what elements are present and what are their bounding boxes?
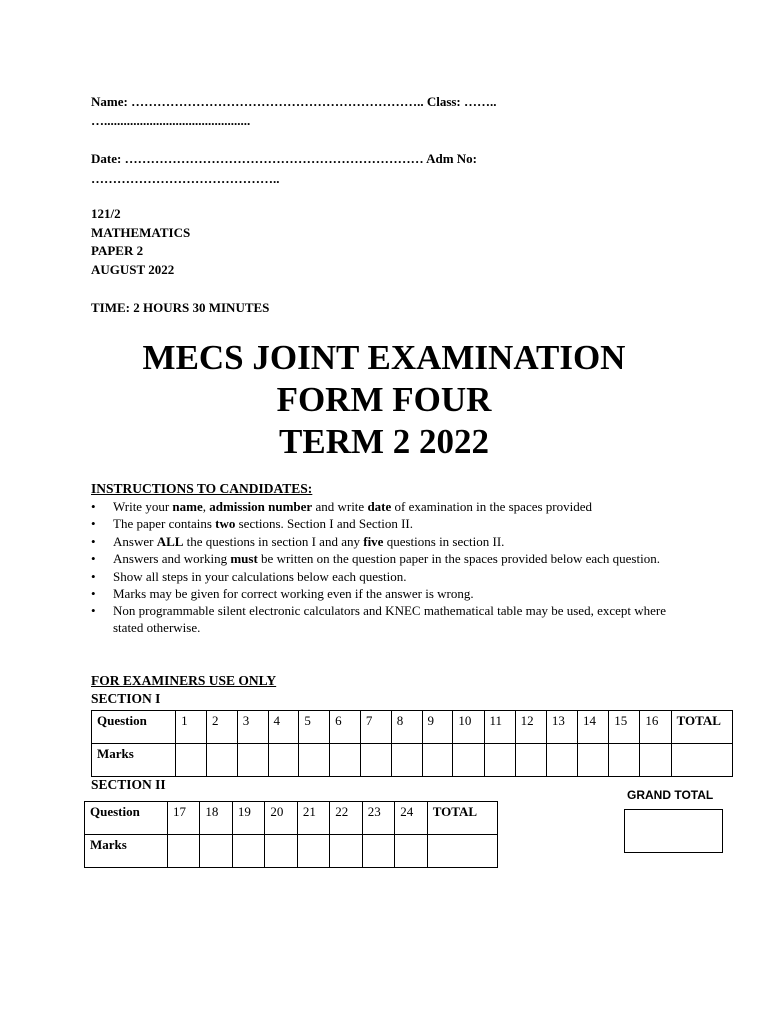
exam-month: AUGUST 2022 (91, 261, 175, 277)
marks-cell[interactable] (200, 835, 232, 868)
marks-cell[interactable] (362, 835, 394, 868)
section1-label: SECTION I (91, 691, 161, 706)
name-field-continuation: …............................................. (91, 113, 251, 128)
marks-cell[interactable] (453, 744, 484, 777)
question-number-cell: 1 (176, 711, 207, 744)
question-number-cell: 24 (395, 802, 427, 835)
examiners-heading: FOR EXAMINERS USE ONLY (91, 673, 277, 688)
question-number-cell: 16 (640, 711, 671, 744)
marks-cell[interactable] (360, 744, 391, 777)
subject: MATHEMATICS (91, 224, 191, 240)
question-number-cell: 17 (167, 802, 199, 835)
exam-title: MECS JOINT EXAMINATION (142, 338, 626, 377)
instructions-list (91, 499, 681, 638)
marks-cell[interactable] (265, 835, 297, 868)
marks-cell[interactable] (330, 835, 362, 868)
question-number-cell: 13 (546, 711, 577, 744)
instruction-item: • The paper contains two sections. Section I and Section II. (91, 516, 681, 533)
marks-cell[interactable] (176, 744, 207, 777)
marks-cell[interactable] (330, 744, 361, 777)
question-number-cell: 2 (206, 711, 237, 744)
marks-cell[interactable] (609, 744, 640, 777)
question-number-cell: 22 (330, 802, 362, 835)
question-number-cell: 4 (268, 711, 299, 744)
section2-marks-table (84, 801, 498, 868)
question-number-cell: 3 (237, 711, 268, 744)
question-number-cell: 23 (362, 802, 394, 835)
total-marks-cell[interactable] (427, 835, 497, 868)
marks-cell[interactable] (167, 835, 199, 868)
marks-cell[interactable] (422, 744, 453, 777)
question-number-cell: 7 (360, 711, 391, 744)
question-number-cell: 8 (391, 711, 422, 744)
question-number-cell: 12 (515, 711, 546, 744)
question-number-cell: 10 (453, 711, 484, 744)
instruction-item: • Answers and working must be written on the question paper in the spaces provided below each question. (91, 551, 681, 568)
name-field-line: Name: ………………………………………………………….. Class: …….. (91, 94, 497, 109)
marks-cell[interactable] (232, 835, 264, 868)
total-header: TOTAL (671, 711, 732, 744)
marks-cell[interactable] (515, 744, 546, 777)
paper-code: 121/2 (91, 206, 121, 221)
section1-marks-table (91, 710, 733, 777)
question-number-cell: 14 (578, 711, 609, 744)
marks-cell[interactable] (297, 835, 329, 868)
marks-cell[interactable] (546, 744, 577, 777)
question-number-cell: 19 (232, 802, 264, 835)
question-number-cell: 9 (422, 711, 453, 744)
question-number-cell: 11 (484, 711, 515, 744)
total-marks-cell[interactable] (671, 744, 732, 777)
question-number-cell: 5 (299, 711, 330, 744)
date-field-line: Date: …………………………………………………………… Adm No: (91, 151, 478, 166)
marks-cell[interactable] (299, 744, 330, 777)
marks-cell[interactable] (395, 835, 427, 868)
paper-number: PAPER 2 (91, 243, 144, 258)
question-number-cell: 15 (609, 711, 640, 744)
term-title: TERM 2 2022 (279, 422, 489, 461)
question-header: Question (92, 711, 176, 744)
instruction-item: • Show all steps in your calculations below each question. (91, 569, 681, 586)
form-title: FORM FOUR (276, 380, 492, 419)
marks-cell[interactable] (484, 744, 515, 777)
instruction-item: • Write your name, admission number and write date of examination in the spaces provided (91, 499, 681, 516)
grand-total-box[interactable] (624, 809, 723, 853)
marks-header: Marks (85, 835, 168, 868)
marks-cell[interactable] (640, 744, 671, 777)
marks-cell[interactable] (391, 744, 422, 777)
marks-header: Marks (92, 744, 176, 777)
marks-cell[interactable] (237, 744, 268, 777)
question-number-cell: 18 (200, 802, 232, 835)
marks-cell[interactable] (206, 744, 237, 777)
total-header: TOTAL (427, 802, 497, 835)
question-number-cell: 6 (330, 711, 361, 744)
instruction-item: • Non programmable silent electronic calculators and KNEC mathematical table may be used, except where stated otherwise. (91, 603, 681, 637)
instruction-item: • Marks may be given for correct working even if the answer is wrong. (91, 586, 681, 603)
question-header: Question (85, 802, 168, 835)
exam-time: TIME: 2 HOURS 30 MINUTES (91, 300, 270, 315)
marks-cell[interactable] (578, 744, 609, 777)
question-number-cell: 20 (265, 802, 297, 835)
section2-label: SECTION II (91, 777, 166, 792)
instruction-item: • Answer ALL the questions in section I and any five questions in section II. (91, 534, 681, 551)
question-number-cell: 21 (297, 802, 329, 835)
grand-total-label: GRAND TOTAL (627, 788, 714, 802)
adm-no-field-continuation: …………………………………….. (91, 171, 280, 186)
paper-info (91, 205, 190, 279)
instructions-heading: INSTRUCTIONS TO CANDIDATES: (91, 481, 313, 496)
marks-cell[interactable] (268, 744, 299, 777)
